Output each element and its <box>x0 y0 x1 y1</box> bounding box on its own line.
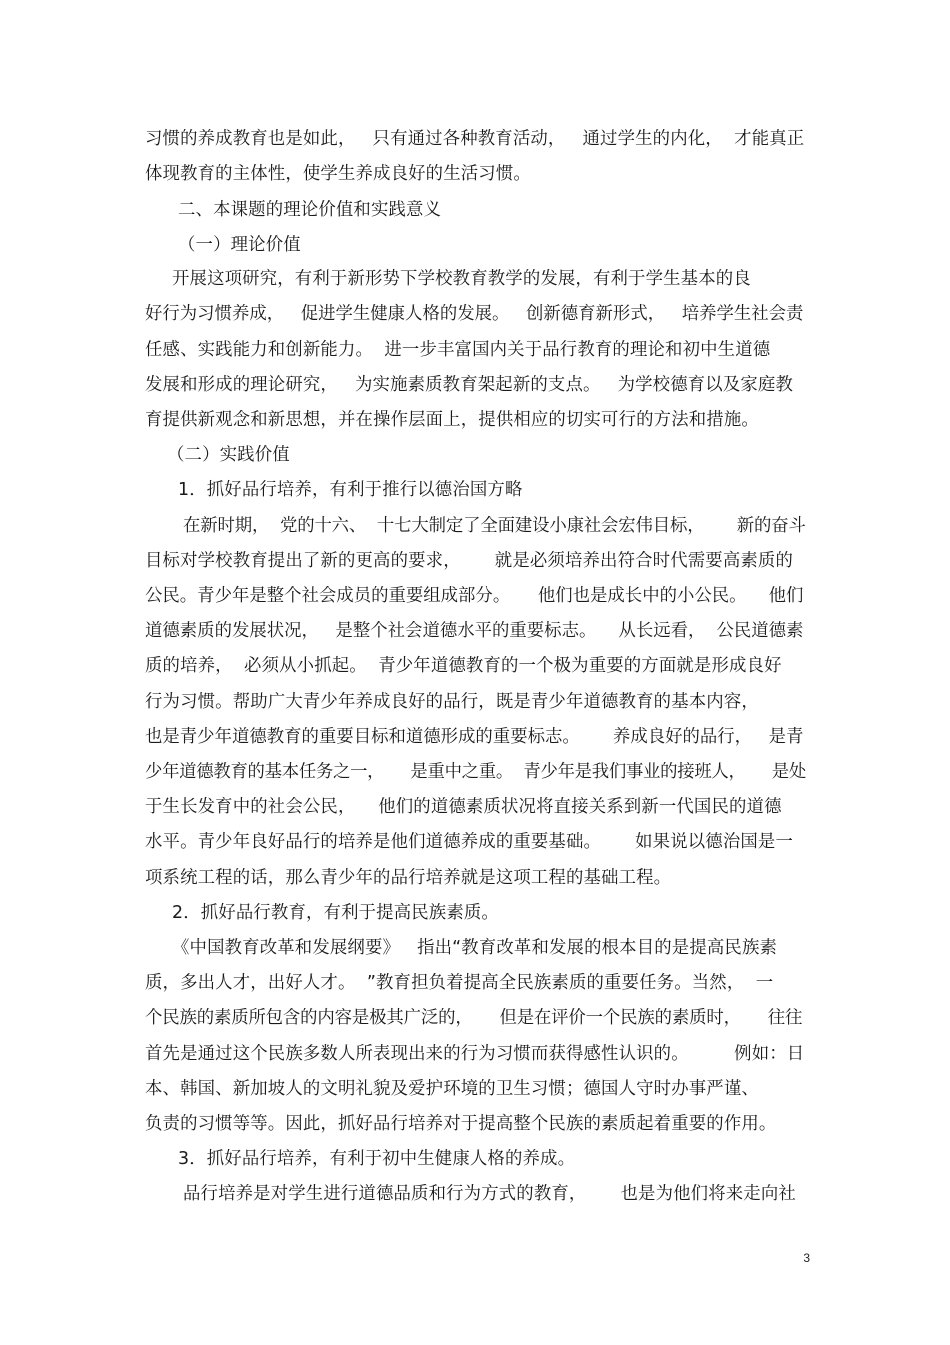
body-text-line: 水平。青少年良好品行的培养是他们道德养成的重要基础。 如果说以德治国是一 <box>145 832 793 852</box>
body-text-line: 质的培养， 必须从小抓起。 青少年道德教育的一个极为重要的方面就是形成良好 <box>145 656 782 676</box>
body-text-line: 个民族的素质所包含的内容是极其广泛的， 但是在评价一个民族的素质时， 往往 <box>145 1008 803 1028</box>
numbered-heading: 1．抓好品行培养，有利于推行以德治国方略 <box>178 480 523 500</box>
body-text-line: 在新时期， 党的十六、 十七大制定了全面建设小康社会宏伟目标， 新的奋斗 <box>183 516 806 536</box>
subsection-heading: （二）实践价值 <box>167 445 290 465</box>
numbered-heading: 3．抓好品行培养，有利于初中生健康人格的养成。 <box>178 1149 576 1169</box>
body-text-line: 少年道德教育的基本任务之一， 是重中之重。 青少年是我们事业的接班人， 是处 <box>145 762 806 782</box>
body-text-line: 行为习惯。帮助广大青少年养成良好的品行，既是青少年道德教育的基本内容， <box>145 692 759 712</box>
body-text-line: 任感、实践能力和创新能力。 进一步丰富国内关于品行教育的理论和初中生道德 <box>145 340 771 360</box>
page-number: 3 <box>803 1251 810 1265</box>
body-text-line: 质，多出人才，出好人才。 ”教育担负着提高全民族素质的重要任务。当然， 一 <box>145 973 774 993</box>
body-text-line: 开展这项研究，有利于新形势下学校教育教学的发展，有利于学生基本的良 <box>172 269 751 289</box>
body-text-line: 育提供新观念和新思想，并在操作层面上，提供相应的切实可行的方法和措施。 <box>145 410 759 430</box>
body-text-line: 首先是通过这个民族多数人所表现出来的行为习惯而获得感性认识的。 例如：日 <box>145 1044 805 1064</box>
body-text-line: 目标对学校教育提出了新的更高的要求， 就是必须培养出符合时代需要高素质的 <box>145 551 793 571</box>
body-text-line: 发展和形成的理论研究， 为实施素质教育架起新的支点。 为学校德育以及家庭教 <box>145 375 793 395</box>
body-text-line: 体现教育的主体性，使学生养成良好的生活习惯。 <box>145 164 531 184</box>
body-text-line: 于生长发育中的社会公民， 他们的道德素质状况将直接关系到新一代国民的道德 <box>145 797 782 817</box>
body-text-line: 项系统工程的话，那么青少年的品行培养就是这项工程的基础工程。 <box>145 868 672 888</box>
body-text-line: 道德素质的发展状况， 是整个社会道德水平的重要标志。 从长远看， 公民道德素 <box>145 621 804 641</box>
body-text-line: 品行培养是对学生进行道德品质和行为方式的教育， 也是为他们将来走向社 <box>183 1184 796 1204</box>
section-heading: 二、本课题的理论价值和实践意义 <box>178 200 442 220</box>
body-text-line: 本、韩国、新加坡人的文明礼貌及爱护环境的卫生习惯；德国人守时办事严谨、 <box>145 1079 759 1099</box>
body-text-line: 《中国教育改革和发展纲要》 指出“教育改革和发展的根本目的是提高民族素 <box>172 938 778 958</box>
numbered-heading: 2．抓好品行教育，有利于提高民族素质。 <box>172 903 499 923</box>
subsection-heading: （一）理论价值 <box>178 235 301 255</box>
body-text-line: 习惯的养成教育也是如此， 只有通过各种教育活动， 通过学生的内化， 才能真正 <box>145 129 805 149</box>
body-text-line: 公民。青少年是整个社会成员的重要组成部分。 他们也是成长中的小公民。 他们 <box>145 586 804 606</box>
body-text-line: 负责的习惯等等。因此，抓好品行培养对于提高整个民族的素质起着重要的作用。 <box>145 1114 777 1134</box>
body-text-line: 也是青少年道德教育的重要目标和道德形成的重要标志。 养成良好的品行， 是青 <box>145 727 804 747</box>
body-text-line: 好行为习惯养成， 促进学生健康人格的发展。 创新德育新形式， 培养学生社会责 <box>145 304 804 324</box>
